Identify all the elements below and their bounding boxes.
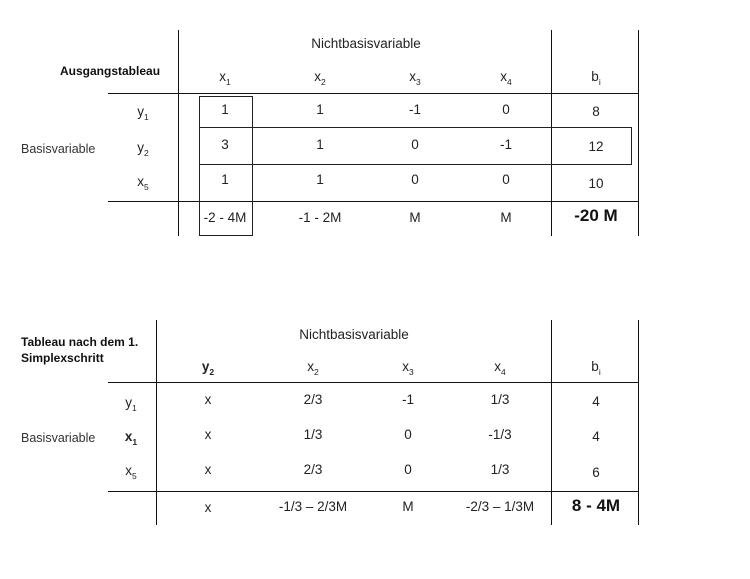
objective-cell: -1 - 2M [298,210,342,225]
divider-line [108,491,639,492]
table-cell: 0 [404,427,412,442]
table-cell: x [204,462,212,477]
divider-line [638,320,639,525]
tableau-title: Ausgangstableau [60,64,161,78]
objective-cell: M [409,210,421,225]
column-header: $y_2$ [201,359,215,377]
table-cell: 0 [411,137,419,152]
table-cell: 1 [316,102,324,117]
row-group-label: Basisvariable [21,142,96,156]
table-cell: 1 [316,172,324,187]
table-cell: 1/3 [490,462,510,477]
divider-line [638,30,639,236]
table-cell: 2/3 [303,392,323,407]
column-header: $x_3$ [402,359,414,377]
table-cell: 1/3 [490,392,510,407]
row-header: $x_5$ [125,463,137,481]
row-header: $x_5$ [137,174,149,192]
objective-cell: -2 - 4M [203,210,247,225]
table-cell: -1 [401,392,415,407]
divider-line [178,30,179,236]
table-cell: 0 [502,172,510,187]
table-cell: 0 [411,172,419,187]
table-cell: -1 [499,137,513,152]
row-header: $x_1$ [124,429,138,447]
table-cell: 1/3 [303,427,323,442]
divider-line [551,320,552,525]
table-cell: 0 [502,102,510,117]
row-header: $y_1$ [125,395,137,413]
table-cell: 1 [221,172,229,187]
column-header: $x_2$ [314,69,326,87]
objective-cell: x [204,500,212,515]
rhs-cell: 4 [592,394,600,409]
table-cell: 0 [404,462,412,477]
table-cell: 2/3 [303,462,323,477]
objective-rhs: 8 - 4M [571,496,621,515]
tableau-title: Tableau nach dem 1. [21,335,139,349]
objective-cell: M [402,499,414,514]
rhs-header: $b_i$ [591,359,601,377]
divider-line [108,382,639,383]
row-header: $y_1$ [137,104,149,122]
table-cell: -1/3 [488,427,512,442]
divider-line [108,93,639,94]
objective-cell: M [500,210,512,225]
objective-cell: -2/3 – 1/3M [465,499,535,514]
rhs-header: $b_i$ [591,69,601,87]
row-group-label: Basisvariable [21,431,96,445]
rhs-cell: 8 [592,104,600,119]
objective-rhs: -20 M [574,206,618,225]
objective-cell: -1/3 – 2/3M [278,499,348,514]
table-cell: x [204,392,212,407]
column-header: $x_4$ [500,69,512,87]
group-header: Nichtbasisvariable [311,36,421,51]
rhs-cell: 10 [588,176,604,191]
divider-line [108,201,639,202]
rhs-cell: 12 [588,139,604,154]
tableau-title: Simplexschritt [21,351,104,365]
table-cell: 1 [316,137,324,152]
row-header: $y_2$ [137,140,149,158]
rhs-cell: 4 [592,429,600,444]
group-header: Nichtbasisvariable [299,327,409,342]
table-cell: x [204,427,212,442]
column-header: $x_2$ [307,359,319,377]
rhs-cell: 6 [592,465,600,480]
table-cell: -1 [408,102,422,117]
divider-line [156,320,157,525]
table-cell: 1 [221,102,229,117]
table-cell: 3 [221,137,229,152]
column-header: $x_4$ [494,359,506,377]
column-header: $x_1$ [219,69,231,87]
column-header: $x_3$ [409,69,421,87]
